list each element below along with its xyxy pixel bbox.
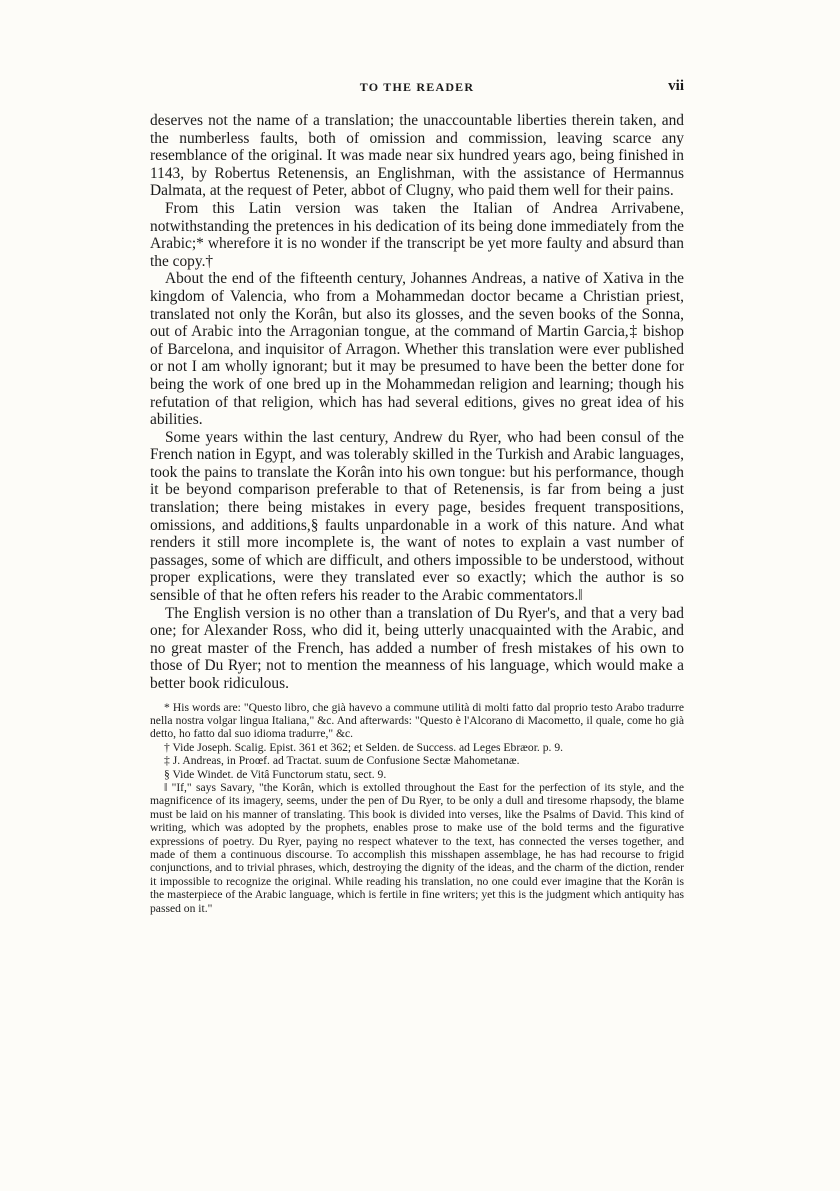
footnotes xyxy=(150,701,684,916)
page-number: vii xyxy=(668,78,684,94)
running-title: TO THE READER xyxy=(359,80,475,94)
body-text xyxy=(150,112,684,693)
footnote: * His words are: "Questo libro, che già havevo a commune utilità di molti fatto dal proprio testo Arabo tradurre nella nostra volgar lingua Italiana," &c. And afterwards: "Questo è l'Alcorano di Macometto, il quale, come ho già detto, ho fatto dal suo idioma tradurre," &c. xyxy=(150,700,684,741)
paragraph: Some years within the last century, Andrew du Ryer, who had been consul of the French nation in Egypt, and was tolerably skilled in the Turkish and Arabic languages, took the pains to translate the Korân into his own tongue: but his performance, though it be beyond comparison preferable to that of Retenensis, is far from being a just translation; there being mistakes in every page, besides frequent transpositions, omissions, and additions,§ faults unpardonable in a work of this nature. And what renders it still more incomplete is, the want of notes to explain a vast number of passages, some of which are difficult, and others impossible to be understood, without proper explications, were they translated ever so exactly; which the author is so sensible of that he often refers his reader to the Arabic commentators.‖ xyxy=(150,428,684,605)
footnote: ‖ "If," says Savary, "the Korân, which is extolled throughout the East for the perfection of its style, and the magnificence of its imagery, seems, under the pen of Du Ryer, to be only a dull and tiresome rhapsody, the blame must be laid on his manner of translating. This book is divided into verses, like the Psalms of David. This kind of writing, which was adopted by the prophets, enables prose to make use of the bold terms and the figurative expressions of poetry. Du Ryer, paying no respect whatever to the text, has connected the verses together, and made of them a continuous discourse. To accomplish this misshapen assemblage, he has had recourse to frigid conjunctions, and to trivial phrases, which, destroying the dignity of the ideas, and the charm of the diction, render it impossible to recognize the original. While reading his translation, no one could ever imagine that the Korân is the masterpiece of the Arabic language, which is fertile in fine writers; yet this is the judgment which antiquity has passed on it." xyxy=(150,781,684,915)
footnote: ‡ J. Andreas, in Proœf. ad Tractat. suum de Confusione Sectæ Mahometanæ. xyxy=(164,754,520,768)
paragraph: About the end of the fifteenth century, Johannes Andreas, a native of Xativa in the kingdom of Valencia, who from a Mohammedan doctor became a Christian priest, translated not only the Korân, but also its glosses, and the seven books of the Sonna, out of Arabic into the Arragonian tongue, at the command of Martin Garcia,‡ bishop of Barcelona, and inquisitor of Arragon. Whether this translation were ever published or not I am wholly ignorant; but it may be presumed to have been the better done for being the work of one bred up in the Mohammedan religion and learning; though his refutation of that religion, which has had several editions, gives no great idea of his abilities. xyxy=(150,270,684,429)
book-page xyxy=(150,80,684,915)
paragraph: deserves not the name of a translation; the unaccountable liberties therein taken, and the numberless faults, both of omission and commission, leaving scarce any resemblance of the original. It was made near six hundred years ago, being finished in 1143, by Robertus Retenensis, an Englishman, with the assistance of Hermannus Dalmata, at the request of Peter, abbot of Clugny, who paid them well for their pains. xyxy=(150,112,684,200)
footnote: § Vide Windet. de Vitâ Functorum statu, sect. 9. xyxy=(164,767,387,781)
paragraph: From this Latin version was taken the Italian of Andrea Arrivabene, notwithstanding the pretences in his dedication of its being done immediately from the Arabic;* wherefore it is no wonder if the transcript be yet more faulty and absurd than the copy.† xyxy=(150,199,684,270)
paragraph: The English version is no other than a translation of Du Ryer's, and that a very bad one; for Alexander Ross, who did it, being utterly unacquainted with the Arabic, and no great master of the French, has added a number of fresh mistakes of his own to those of Du Ryer; not to mention the meanness of his language, which would make a better book ridiculous. xyxy=(150,604,684,692)
running-header xyxy=(150,80,684,102)
footnote: † Vide Joseph. Scalig. Epist. 361 et 362; et Selden. de Success. ad Leges Ebræor. p. 9. xyxy=(164,740,564,754)
